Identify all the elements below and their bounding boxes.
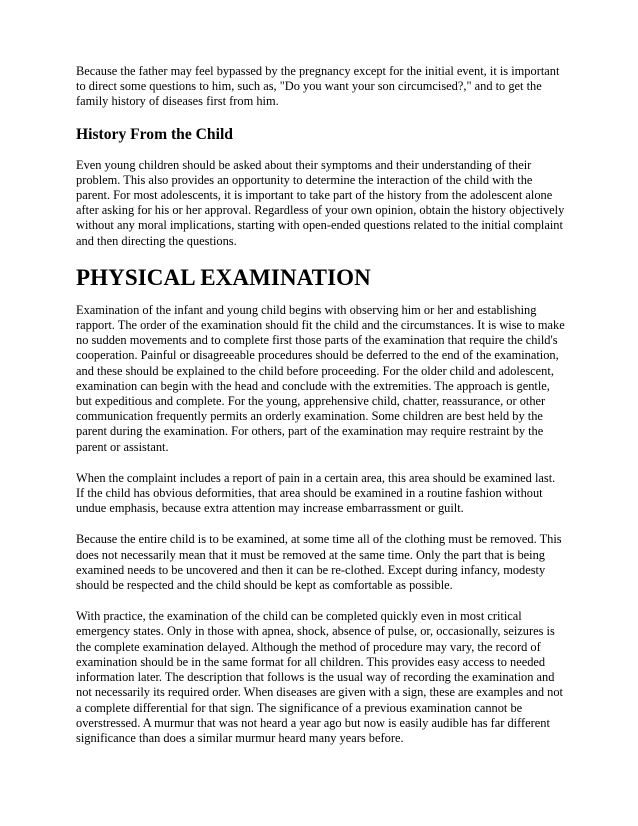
subheading-history-from-child: History From the Child — [76, 125, 233, 143]
exam-paragraph-clothing: Because the entire child is to be examined, at some time all of the clothing must be removed. This does not necessarily mean that it must be removed at the same time. Only the part that is being examined needs to be uncovered and then it can be re-clothed. Except during infancy, modesty should be respected and the child should be kept as comfortable as possible. — [76, 532, 562, 593]
document-page — [76, 64, 566, 762]
exam-paragraph-practice: With practice, the examination of the child can be completed quickly even in most critical emergency states. Only in those with apnea, shock, absence of pulse, or, occasionally, seizures is the complete examination delayed. Although the method of procedure may vary, the record of examination should be in the same format for all children. This provides easy access to needed information later. The description that follows is the usual way of recording the examination and not necessarily its required order. When diseases are given with a sign, these are examples and not a complete differential for that sign. The significance of a previous examination cannot be overstressed. A murmur that was not heard a year ago but now is easily audible has far different significance than does a similar murmur heard many years before. — [76, 609, 563, 745]
exam-paragraph-pain: When the complaint includes a report of pain in a certain area, this area should be examined last. If the child has obvious deformities, that area should be examined in a routine fashion without undue emphasis, because extra attention may increase embarrassment or guilt. — [76, 470, 556, 516]
section-heading-physical-examination: PHYSICAL EXAMINATION — [76, 264, 371, 290]
exam-paragraph-order: Examination of the infant and young child begins with observing him or her and establishing rapport. The order of the examination should fit the child and the circumstances. It is wise to make no sudden movements and to complete first those parts of the examination that require the child's cooperation. Painful or disagreeable procedures should be deferred to the end of the examination, and these should be explained to the child before proceeding. For the older child and adolescent, examination can begin with the head and conclude with the extremities. The approach is gentle, but expeditious and complete. For the young, apprehensive child, chatter, reassurance, or other communication frequently permits an orderly examination. Some children are best held by the parent during the examination. For others, part of the examination may require restraint by the parent or assistant. — [76, 302, 565, 454]
child-history-paragraph: Even young children should be asked about their symptoms and their understanding of their problem. This also provides an opportunity to determine the interaction of the child with the parent. For most adolescents, it is important to take part of the history from the adolescent alone after asking for his or her approval. Regardless of your own opinion, obtain the history objectively without any moral implications, starting with open-ended questions related to the initial complaint and then directing the questions. — [76, 157, 565, 248]
intro-paragraph: Because the father may feel bypassed by the pregnancy except for the initial event, it is important to direct some questions to him, such as, "Do you want your son circumcised?," and to get the family history of diseases first from him. — [76, 64, 560, 109]
